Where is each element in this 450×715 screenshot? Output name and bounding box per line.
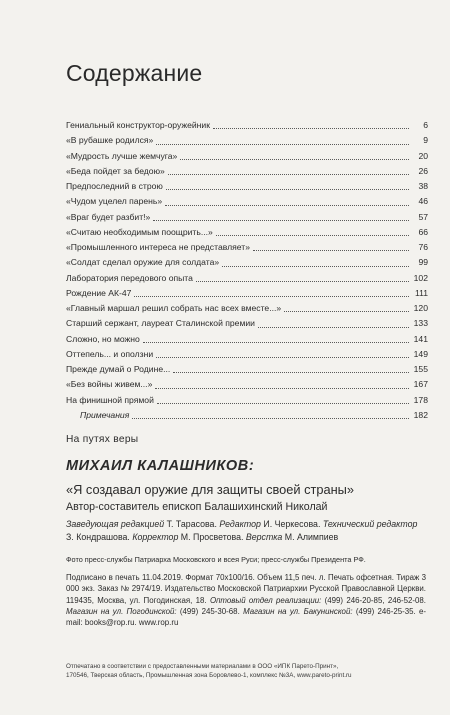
toc-leader-dots (157, 403, 409, 404)
toc-entry-title: «Солдат сделал оружие для солдата» (66, 257, 220, 268)
toc-entry-page: 182 (413, 409, 428, 420)
corrector-role: Корректор (132, 532, 179, 542)
toc-leader-dots (166, 189, 409, 190)
toc-leader-dots (173, 372, 409, 373)
toc-entry (66, 240, 428, 255)
toc-leader-dots (180, 159, 409, 160)
toc-entry-page: 46 (418, 196, 428, 207)
toc-entry (66, 194, 428, 209)
toc-entry (66, 301, 428, 316)
series-name: На путях веры (66, 434, 139, 445)
toc-entry-title: Лаборатория передового опыта (66, 272, 193, 283)
shop2-contacts: (499) 246-25-35. e-mail: books@rop.ru. www.rop.ru (66, 606, 427, 628)
toc-leader-dots (213, 128, 409, 129)
photo-credit: Фото пресс-службы Патриарха Московского и всея Руси; пресс-службы Президента РФ. (66, 555, 366, 564)
toc-entry (66, 164, 428, 179)
toc-entry-title: Гениальный конструктор-оружейник (66, 120, 210, 130)
toc-entry-page: 99 (418, 257, 428, 268)
imprint (66, 572, 426, 628)
toc-leader-dots (155, 388, 409, 389)
toc-entry-page: 76 (418, 242, 428, 252)
toc-entry (66, 347, 428, 362)
toc-entry-page: 141 (413, 333, 428, 344)
toc-entry-page: 57 (418, 211, 428, 222)
toc-leader-dots (165, 205, 409, 206)
toc-entry-title: Рождение АК-47 (66, 287, 132, 298)
printer-line-1: Отпечатано в соответствии с предоставленными материалами в ООО «ИПК Парето-Принт», (66, 663, 339, 670)
corrector-name: М. Просветова. (180, 532, 244, 542)
shop2-label: Магазин на ул. Бакунинской: (243, 606, 353, 616)
sales-phone: (499) 246-20-85, 246-52-08. (324, 595, 426, 605)
printer-line-2: 170546, Тверская область, Промышленная зона Боровлево-1, комплекс №3А, www.pareto-print.ru (66, 672, 352, 680)
toc-entry (66, 286, 428, 301)
toc-heading: Содержание (66, 60, 203, 86)
toc-entry (66, 393, 428, 408)
toc-entry-title: Оттепель... и оползни (66, 348, 154, 359)
toc-leader-dots (156, 357, 409, 358)
toc-entry-title: «Беда пойдет за бедою» (66, 165, 165, 176)
compiler-line: Автор-составитель епископ Балашихинский Николай (66, 501, 328, 513)
toc-leader-dots (143, 342, 409, 343)
editor-head-role: Заведующая редакцией (66, 519, 165, 529)
editor-name: И. Черкесова. (263, 519, 321, 529)
toc-entry-title: «Без войны живем...» (66, 379, 153, 390)
toc-entry-page: 178 (413, 394, 428, 405)
toc-leader-dots (196, 281, 409, 282)
toc-entry-page: 26 (418, 165, 428, 176)
toc-entry (66, 271, 428, 286)
toc-entry (66, 118, 428, 133)
toc-entry-page: 111 (414, 287, 428, 298)
toc-entry (66, 149, 428, 164)
book-title: «Я создавал оружие для защиты своей страны» (66, 482, 354, 497)
toc-leader-dots (222, 266, 409, 267)
author-name: МИХАИЛ КАЛАШНИКОВ: (66, 458, 255, 474)
toc-entry-title: «Чудом уцелел парень» (66, 196, 163, 207)
toc-entry (66, 133, 428, 148)
toc-entry-page: 155 (413, 364, 428, 374)
toc-entry-title: Старший сержант, лауреат Сталинской премии (66, 318, 255, 329)
toc-entry-page: 133 (413, 318, 428, 329)
toc-leader-dots (153, 220, 409, 221)
toc-leader-dots (284, 311, 409, 312)
toc-leader-dots (134, 296, 409, 297)
toc-entry-title: «В рубашке родился» (66, 135, 154, 146)
printer-info (66, 662, 428, 680)
toc-entry-page: 149 (413, 348, 428, 359)
toc-entry (66, 332, 428, 347)
editor-head-name: Т. Тарасова. (166, 519, 217, 529)
toc-leader-dots (216, 235, 409, 236)
editor-role: Редактор (219, 519, 261, 529)
toc-entry (66, 377, 428, 392)
toc-entry-page: 102 (413, 272, 428, 283)
shop1-phone: (499) 245-30-68. (179, 606, 240, 616)
editorial-staff (66, 518, 426, 544)
toc-entry (66, 255, 428, 270)
toc-entry-page: 66 (418, 226, 428, 237)
toc-entry-page: 6 (423, 120, 428, 130)
toc-leader-dots (168, 174, 409, 175)
toc-entry-title: «Главный маршал решил собрать нас всех вместе...» (66, 303, 282, 313)
layout-name: М. Алимпиев (284, 532, 339, 542)
layout-role: Верстка (245, 532, 283, 542)
toc-entry-page: 120 (413, 303, 428, 313)
toc-entry (66, 179, 428, 194)
toc-entry (66, 408, 428, 423)
toc-entry-title: «Мудрость лучше жемчуга» (66, 150, 178, 161)
tech-editor-role: Технический редактор (322, 519, 418, 529)
toc-leader-dots (156, 144, 409, 145)
toc-entry-title: «Враг будет разбит!» (66, 211, 151, 222)
toc-entry-page: 20 (418, 150, 428, 161)
table-of-contents (66, 118, 428, 423)
toc-entry-title: Предпоследний в строю (66, 181, 163, 191)
toc-leader-dots (253, 250, 409, 251)
toc-leader-dots (258, 327, 409, 328)
toc-entry-page: 9 (423, 135, 428, 146)
shop1-label: Магазин на ул. Погодинской: (66, 606, 177, 616)
toc-entry-title: На финишной прямой (66, 394, 154, 405)
toc-entry-title: Сложно, но можно (66, 333, 140, 344)
toc-entry-page: 38 (418, 181, 428, 191)
toc-entry-title: Примечания (80, 409, 130, 420)
toc-entry (66, 362, 428, 377)
toc-entry-title: «Считаю необходимым поощрить...» (66, 226, 213, 237)
toc-entry-page: 167 (413, 379, 428, 390)
toc-entry-title: Прежде думай о Родине... (66, 364, 171, 374)
tech-editor-name: З. Кондрашова. (66, 532, 130, 542)
toc-entry-title: «Промышленного интереса не представляет» (66, 242, 250, 252)
toc-entry (66, 210, 428, 225)
imprint-text: Подписано в печать 11.04.2019. Формат 70х100/16. Объем 11,5 печ. л. Печать офсетная. Тираж 3 000 экз. Заказ № 2974/19. Издательство Московской Патриархии Русской Православной Церкви. 119435, Москва, ул. Погодинская, 18. (66, 573, 426, 605)
toc-leader-dots (132, 418, 409, 419)
toc-entry (66, 225, 428, 240)
toc-entry (66, 316, 428, 331)
sales-label: Оптовый отдел реализации: (209, 595, 322, 605)
